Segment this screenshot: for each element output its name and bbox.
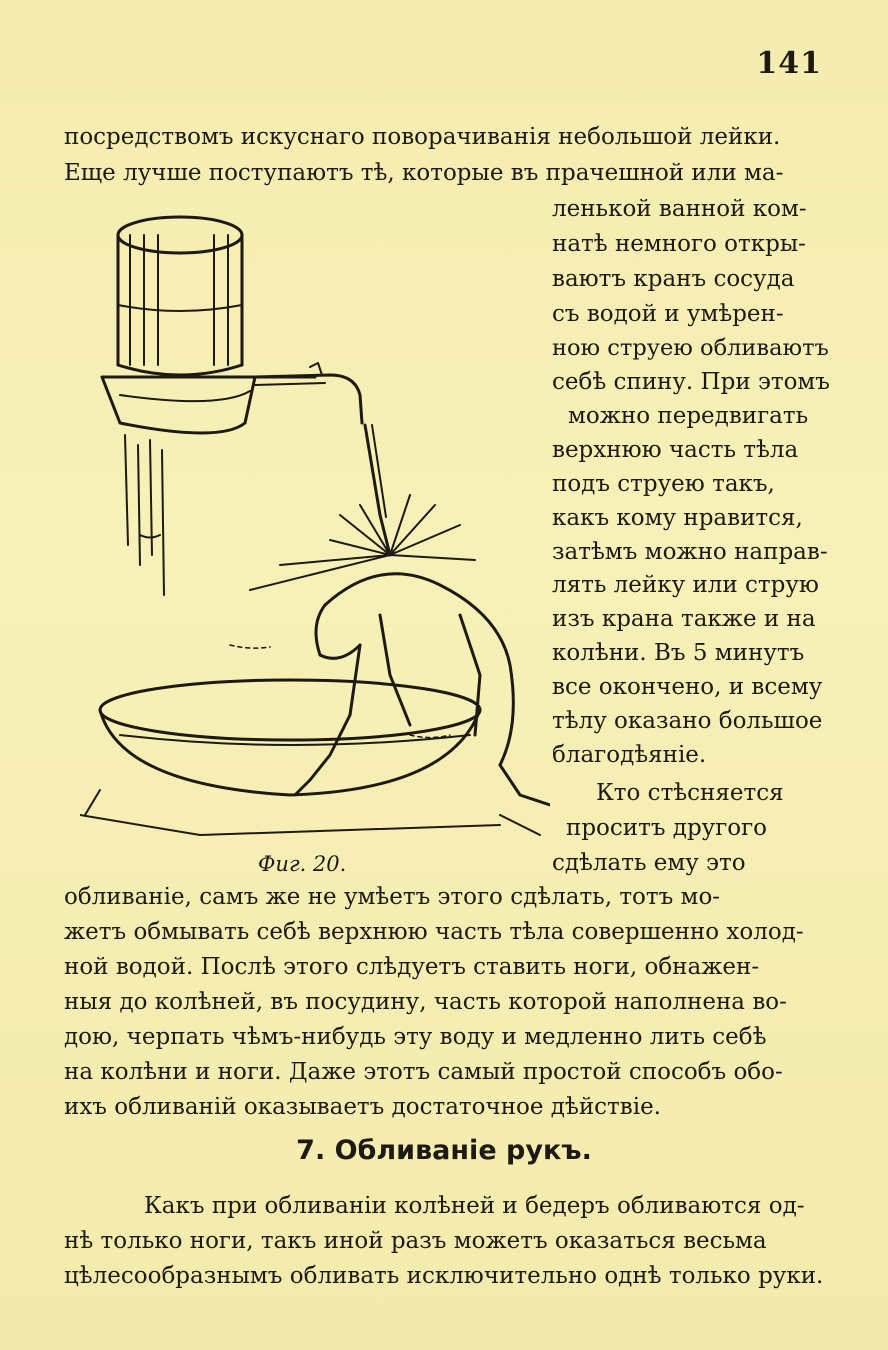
- text-line: Кто стѣсняется: [596, 780, 784, 806]
- text-line: обливаніе, самъ же не умѣетъ этого сдѣлать, тотъ мо-: [64, 884, 721, 910]
- text-line: ихъ обливаній оказываетъ достаточное дѣйствіе.: [64, 1094, 661, 1120]
- text-line: подъ струею такъ,: [552, 471, 775, 497]
- text-line: натѣ немного откры-: [552, 231, 806, 257]
- text-line: съ водой и умѣрен-: [552, 301, 784, 327]
- text-line: все окончено, и всему: [552, 674, 823, 700]
- text-line: дою, черпать чѣмъ-нибудь эту воду и медленно лить себѣ: [64, 1024, 767, 1050]
- text-line: колѣни. Въ 5 минутъ: [552, 640, 805, 666]
- text-line: цѣлесообразнымъ обливать исключительно однѣ только руки.: [64, 1263, 824, 1289]
- text-line: изъ крана также и на: [552, 606, 816, 632]
- text-line: посредствомъ искуснаго поворачиванія небольшой лейки.: [64, 124, 781, 150]
- text-line: себѣ спину. При этомъ: [552, 369, 830, 395]
- text-line: нѣ только ноги, такъ иной разъ можетъ оказаться весьма: [64, 1228, 767, 1254]
- page-number: 141: [756, 46, 822, 81]
- text-line: жетъ обмывать себѣ верхнюю часть тѣла совершенно холод-: [64, 919, 804, 945]
- text-line: ныя до колѣней, въ посудину, часть которой наполнена во-: [64, 989, 787, 1015]
- text-line: Еще лучше поступаютъ тѣ, которые въ прачешной или ма-: [64, 160, 784, 186]
- text-line: сдѣлать ему это: [552, 850, 746, 876]
- text-line: благодѣяніе.: [552, 742, 707, 768]
- text-line: верхнюю часть тѣла: [552, 437, 799, 463]
- text-line: ленькой ванной ком-: [552, 196, 807, 222]
- text-line: можно передвигать: [568, 403, 809, 429]
- text-line: проситъ другого: [566, 815, 767, 841]
- section-title: 7. Обливаніе рукъ.: [296, 1135, 592, 1166]
- text-line: на колѣни и ноги. Даже этотъ самый простой способъ обо-: [64, 1059, 783, 1085]
- text-line: ной водой. Послѣ этого слѣдуетъ ставить ноги, обнажен-: [64, 954, 760, 980]
- text-line: тѣлу оказано большое: [552, 708, 823, 734]
- water-tank: [118, 217, 242, 375]
- text-line: ною струею обливаютъ: [552, 335, 829, 361]
- text-line: лять лейку или струю: [552, 572, 819, 598]
- figure-caption: Фиг. 20.: [258, 852, 347, 876]
- text-line: Какъ при обливаніи колѣней и бедеръ обливаются од-: [144, 1193, 805, 1219]
- text-line: какъ кому нравится,: [552, 505, 803, 531]
- text-line: затѣмъ можно направ-: [552, 539, 828, 565]
- text-line: ваютъ кранъ сосуда: [552, 266, 795, 292]
- figure-illustration: [80, 195, 550, 845]
